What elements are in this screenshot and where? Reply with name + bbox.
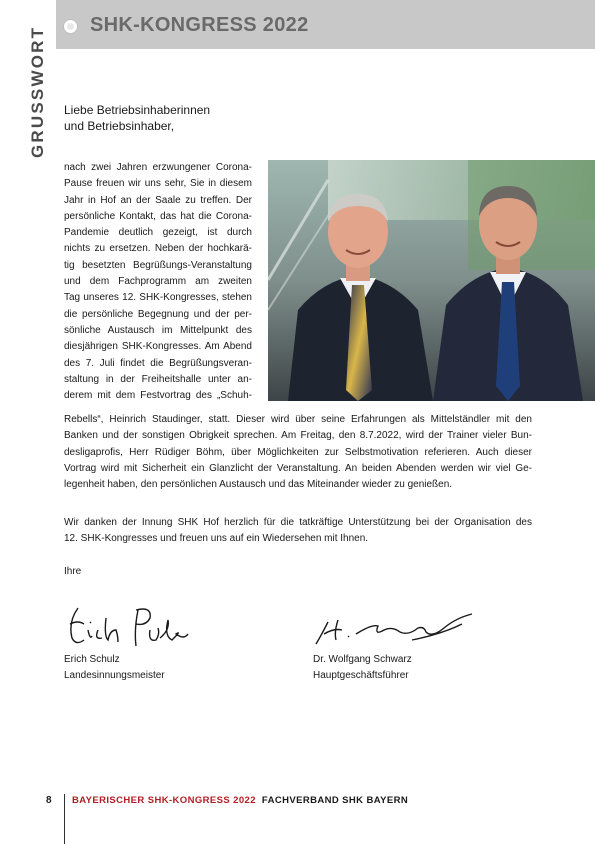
salutation-line: Liebe Betriebsinhaberinnen (64, 103, 211, 117)
signatory-wolfgang-schwarz (313, 652, 412, 684)
thanks-paragraph (64, 515, 532, 548)
signatory-role: Hauptgeschäftsführer (313, 670, 409, 681)
page-number: 8 (46, 795, 52, 806)
page-header-title: SHK-KONGRESS 2022 (90, 14, 309, 36)
text-line: Pandemie deutlich gezeigt, ist durch (64, 227, 252, 239)
portrait-photo (268, 160, 595, 401)
text-line: Wir danken der Innung SHK Hof herzlich für die tatkräftige Unterstützung bei der Organisation des (64, 517, 532, 528)
portrait-photo-illustration (268, 160, 595, 401)
text-line: Jahr in Hof an der Saale zu treffen. Der (64, 194, 252, 206)
salutation (64, 102, 210, 134)
body-text-wide (64, 412, 532, 493)
footer-divider (64, 794, 65, 844)
text-line: und dem Fachprogramm am zweiten (64, 276, 252, 288)
text-line: Rebells“, Heinrich Staudinger, statt. Dieser wird über seine Erfahrungen als Mittelständler mit den (64, 414, 532, 425)
text-line: Vortrag wird mit Sicherheit ein Glanzlicht der Veranstaltung. An beiden Abenden werden wir viel Ge- (64, 462, 532, 474)
signature-wolfgang-schwarz (312, 610, 477, 648)
text-line: persönliche Kontakt, das hat die Corona- (64, 210, 252, 222)
text-line: des 7. Juli findet die Begrüßungsveran- (64, 357, 252, 369)
signatory-erich-schulz (64, 652, 165, 684)
text-line: 12. SHK-Kongresses und freuen uns auf ein Wiedersehen mit Ihnen. (64, 533, 369, 545)
text-line: diesjährigen SHK-Kongresses. Am Abend (64, 341, 252, 353)
text-line: derem mit dem Festvortrag des „Schuh- (64, 390, 252, 402)
salutation-line: und Betriebsinhaber, (64, 119, 175, 133)
text-line: Pause freuen wir uns sehr, Sie in diesem (64, 178, 252, 190)
footer-text (72, 795, 408, 806)
text-line: desligaprofis, Herr Rüdiger Böhm, über Möglichkeiten zur Selbstmotivation referieren. Auch dieser (64, 446, 532, 458)
signature-erich-schulz (64, 600, 189, 652)
text-line: sönliche Austausch im Mittelpunkt des (64, 324, 252, 336)
text-line: legenheit haben, den persönlichen Austausch und das Miteinander wieder zu genießen. (64, 479, 453, 491)
text-line: tig besetzten Begrüßungs-Veranstaltung (64, 259, 252, 271)
text-line: nichts zu ersetzen. Neben der hochkarä- (64, 243, 252, 255)
body-text-narrow (64, 160, 252, 404)
footer-event: BAYERISCHER SHK-KONGRESS 2022 (72, 795, 256, 806)
signatory-role: Landesinnungsmeister (64, 670, 165, 681)
footer-organization: FACHVERBAND SHK BAYERN (261, 795, 409, 806)
section-label: GRUSSWORT (28, 25, 47, 158)
text-line: nach zwei Jahren erzwungener Corona- (64, 162, 252, 173)
text-line: Tag unseres 12. SHK-Kongresses, stehen (64, 292, 252, 304)
text-line: staltung in der Freiheitshalle unter an- (64, 373, 252, 385)
signatory-name: Erich Schulz (64, 654, 120, 665)
text-line: Banken und der sonstigen Obrigkeit sprechen. Am Freitag, den 8.7.2022, wird der Trainer vieler Bun- (64, 430, 532, 442)
signatory-name: Dr. Wolfgang Schwarz (313, 654, 412, 665)
text-line: die persönliche Begegnung und der per- (64, 308, 252, 320)
header-bullet-icon (64, 20, 77, 33)
closing-word: Ihre (64, 566, 82, 577)
